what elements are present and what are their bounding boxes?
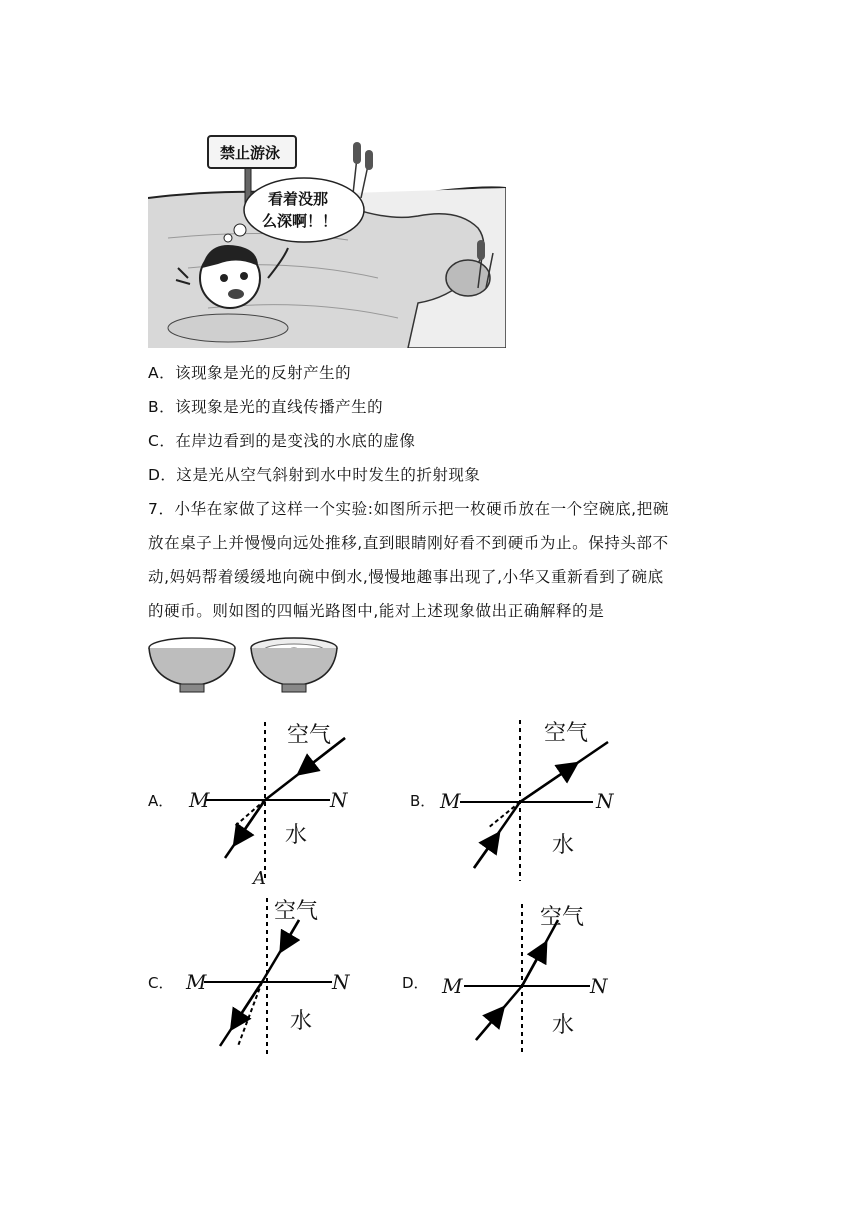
drowning-cartoon-illustration <box>148 128 506 348</box>
diagram-c-m-label: M <box>186 970 207 994</box>
q7-text-line-3: 动,妈妈帮着缓缓地向碗中倒水,慢慢地趣事出现了,小华又重新看到了碗底 <box>148 568 664 586</box>
diagram-b-water-label: 水 <box>552 833 575 858</box>
q6-option-c: C．在岸边看到的是变浅的水底的虚像 <box>148 432 416 450</box>
diagram-a-water-label: 水 <box>285 823 308 848</box>
q6-option-a: A．该现象是光的反射产生的 <box>148 364 352 382</box>
q7-text-line-4: 的硬币。则如图的四幅光路图中,能对上述现象做出正确解释的是 <box>148 602 605 620</box>
diagram-d <box>440 900 620 1060</box>
warning-sign-text: 禁止游泳 <box>220 144 281 162</box>
diagram-a-m-label: M <box>189 788 210 812</box>
diagram-d-m-label: M <box>442 974 463 998</box>
diagram-c-water-label: 水 <box>290 1009 313 1034</box>
diagram-d-air-label: 空气 <box>540 905 585 930</box>
diagram-c-label: C． <box>148 974 174 992</box>
water-bowl <box>251 638 337 692</box>
q6-option-d: D．这是光从空气斜射到水中时发生的折射现象 <box>148 466 481 484</box>
diagram-d-n-label: N <box>590 974 608 998</box>
q6-option-b: B．该现象是光的直线传播产生的 <box>148 398 384 416</box>
speech-bubble-line-2: 么深啊！！ <box>262 212 338 230</box>
diagram-d-label: D． <box>402 974 429 992</box>
speech-bubble-line-1: 看着没那 <box>268 190 329 208</box>
diagram-b-label: B． <box>410 792 436 810</box>
diagram-a <box>185 718 355 888</box>
empty-bowl <box>149 638 235 692</box>
bowls-illustration <box>148 634 340 696</box>
diagram-b-n-label: N <box>596 789 614 813</box>
diagram-d-water-label: 水 <box>552 1013 575 1038</box>
diagram-a-bottom-label: A <box>253 868 266 889</box>
q7-text-line-2: 放在桌子上并慢慢向远处推移,直到眼睛刚好看不到硬币为止。保持头部不 <box>148 534 669 552</box>
diagram-c-n-label: N <box>332 970 350 994</box>
diagram-b <box>438 716 618 886</box>
diagram-a-n-label: N <box>330 788 348 812</box>
diagram-a-air-label: 空气 <box>287 723 332 748</box>
diagram-b-air-label: 空气 <box>544 721 589 746</box>
diagram-c-air-label: 空气 <box>274 899 319 924</box>
q7-text-line-1: 7．小华在家做了这样一个实验:如图所示把一枚硬币放在一个空碗底,把碗 <box>148 500 669 518</box>
diagram-c <box>182 894 357 1059</box>
diagram-a-label: A． <box>148 792 174 810</box>
diagram-b-m-label: M <box>440 789 461 813</box>
